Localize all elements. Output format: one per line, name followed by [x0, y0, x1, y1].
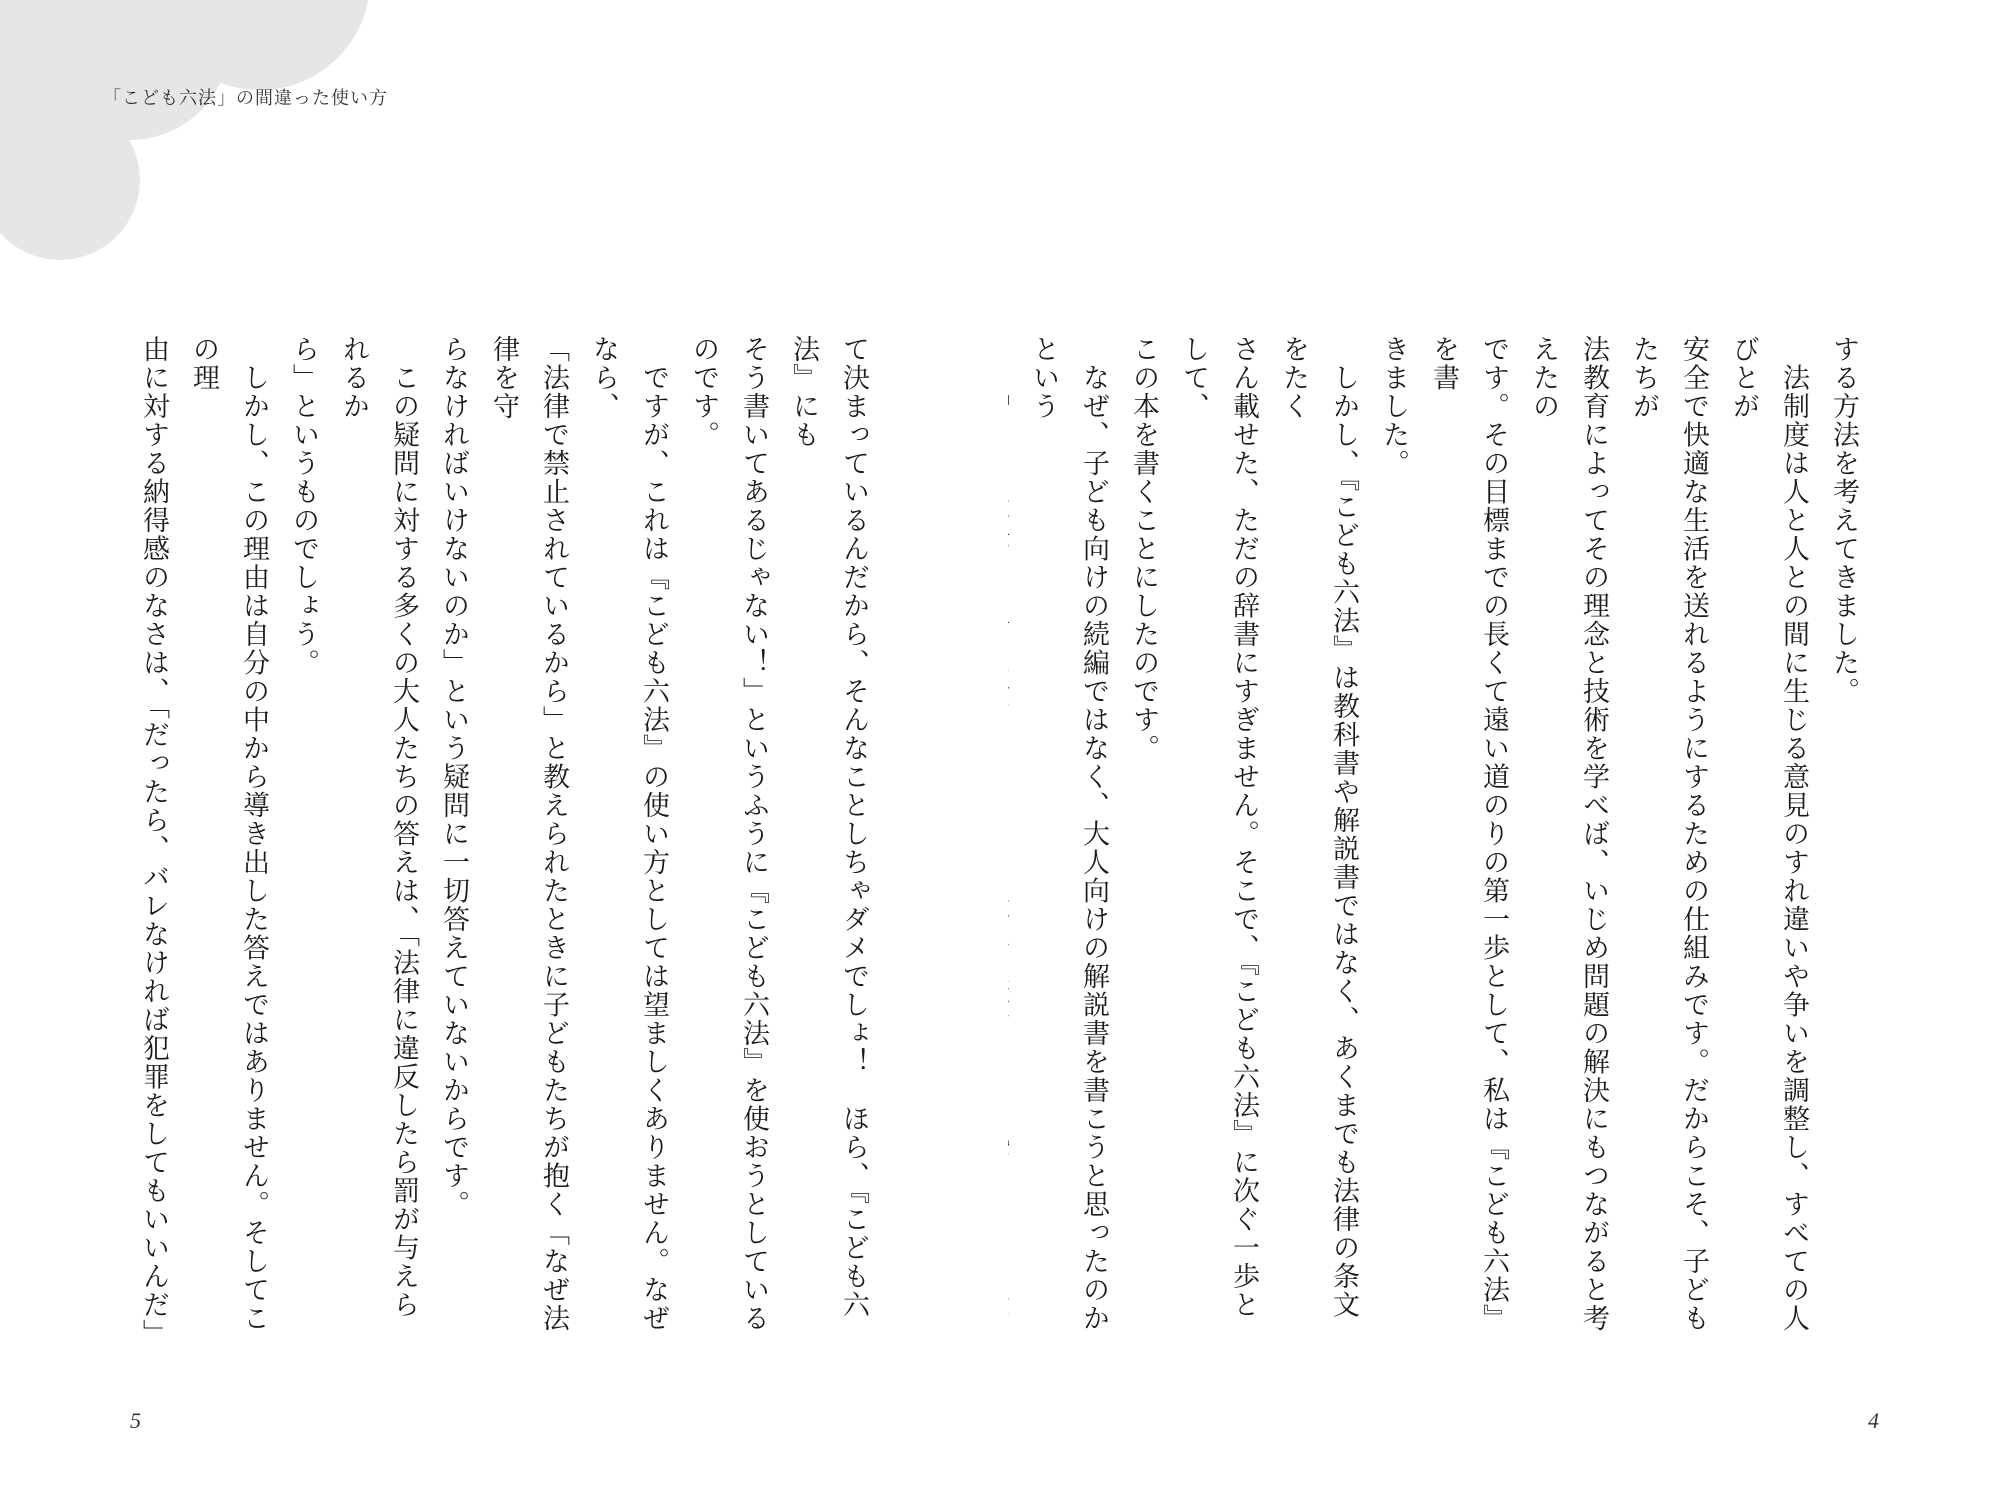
text-line: きました。 — [1378, 335, 1409, 478]
text-line: て決まっているんだから、そんなことしちゃダメでしょ！ ほら、『こども六法』にも — [788, 335, 869, 1319]
text-line: なぜ、子ども向けの続編ではなく、大人向けの解説書を書こうと思ったのかという — [1028, 335, 1109, 1333]
text-line: です。その目標までの長くて遠い道のりの第一歩として、私は『こども六法』を書 — [1428, 335, 1509, 1333]
text-line: ら」というものでしょう。 — [288, 335, 319, 677]
page-number-4: 4 — [1868, 1408, 1879, 1433]
text-line: そう書いてあるじゃない！」というふうに『こども六法』を使おうとしているのです。 — [688, 335, 769, 1333]
page-4-body-text — [1008, 335, 1868, 1335]
text-line: する方法を考えてきました。 — [1828, 335, 1859, 706]
text-line: この本を書くことにしたのです。 — [1128, 335, 1159, 763]
text-line: 安全で快適な生活を送れるようにするための仕組みです。だからこそ、子どもたちが — [1628, 335, 1709, 1333]
text-line: さん載せた、ただの辞書にすぎません。そこで、『こども六法』に次ぐ一歩として、 — [1178, 335, 1259, 1319]
text-line: しかし、『こども六法』は教科書や解説書ではなく、あくまでも法律の条文をたく — [1278, 335, 1359, 1319]
text-line: この疑問に対する多くの大人たちの答えは、「法律に違反したら罰が与えられるか — [338, 335, 419, 1319]
text-line: 法制度は人と人との間に生じる意見のすれ違いや争いを調整し、すべての人びとが — [1728, 335, 1809, 1333]
text-line: しかし、この理由は自分の中から導き出した答えではありません。そしてこの理 — [188, 335, 269, 1333]
text-line: 法教育によってその理念と技術を学べば、いじめ問題の解決にもつながると考えたの — [1528, 335, 1609, 1333]
text-line: ですが、これは『こども六法』の使い方としては望ましくありません。なぜなら、 — [588, 335, 669, 1333]
page-number-5: 5 — [130, 1408, 141, 1433]
page-5-body-text — [118, 335, 878, 1335]
text-line: 由に対する納得感のなさは、「だったら、バレなければ犯罪をしてもいいんだ」 — [138, 335, 169, 1334]
text-line: 「法律で禁止されているから」と教えられたときに子どもたちが抱く「なぜ法律を守 — [488, 335, 569, 1333]
text-line — [1008, 335, 1018, 1335]
decorative-cloud-shape — [0, 0, 380, 260]
text-line: らなければいけないのか」という疑問に一切答えていないからです。 — [438, 335, 469, 1219]
running-header-title: 「こども六法」の間違った使い方 — [103, 88, 388, 109]
